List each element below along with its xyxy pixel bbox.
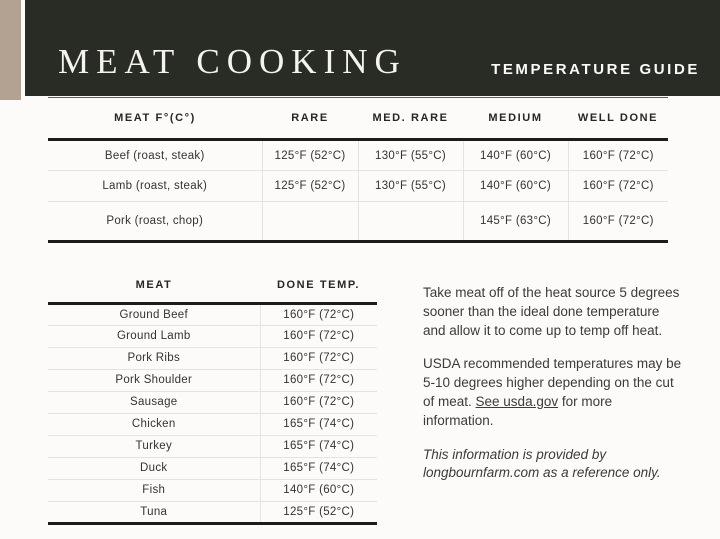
table-cell: 160°F (72°C) (260, 325, 377, 347)
table-row-beef (48, 140, 668, 171)
table-cell: 145°F (63°C) (463, 202, 568, 242)
table-cell: 125°F (52°C) (260, 501, 377, 523)
table-cell: 160°F (72°C) (260, 391, 377, 413)
usda-link[interactable]: See usda.gov (475, 394, 559, 409)
disclaimer-note: This information is provided by longbournfarm.com as a reference only. (423, 447, 661, 480)
column-header-meat: MEAT F°(C°) (48, 98, 262, 140)
table-row-duck (48, 457, 377, 479)
table-row-sausage (48, 391, 377, 413)
table-cell: Beef (roast, steak) (104, 149, 205, 162)
table-cell: 160°F (72°C) (568, 171, 668, 202)
table-cell: 140°F (60°C) (463, 140, 568, 171)
table-row-tuna (48, 501, 377, 523)
column-header-meat: MEAT (48, 277, 260, 303)
table-cell: 130°F (55°C) (358, 171, 463, 202)
table-row-chicken (48, 413, 377, 435)
doneness-header-row (48, 98, 668, 140)
doneness-table (48, 97, 668, 243)
table-cell: 160°F (72°C) (260, 369, 377, 391)
table-cell: 160°F (72°C) (568, 202, 668, 242)
table-cell (262, 202, 358, 242)
header-bar (25, 0, 720, 96)
table-row-pork (48, 202, 668, 242)
table-cell: Turkey (48, 435, 260, 457)
page-subtitle: TEMPERATURE GUIDE (491, 61, 700, 78)
column-header-medium: MEDIUM (463, 98, 568, 140)
table-cell: 130°F (55°C) (358, 140, 463, 171)
table-row-fish (48, 479, 377, 501)
note-usda (423, 354, 685, 430)
note-usda-text: USDA recommended temperatures may be 5-10 degrees higher depending on the cut of meat. (423, 356, 682, 409)
table-cell: Ground Beef (119, 308, 188, 321)
table-cell: Fish (48, 479, 260, 501)
table-row-turkey (48, 435, 377, 457)
table-cell: Pork Shoulder (48, 369, 260, 391)
table-cell: 160°F (72°C) (260, 303, 377, 325)
table-row-pork-shoulder (48, 369, 377, 391)
table-cell: 125°F (52°C) (262, 140, 358, 171)
column-header-rare: RARE (262, 98, 358, 140)
table-cell: 160°F (72°C) (568, 140, 668, 171)
table-cell: 125°F (52°C) (262, 171, 358, 202)
table-cell: Pork (roast, chop) (48, 202, 262, 242)
table-cell: 165°F (74°C) (260, 413, 377, 435)
table-cell: Pork Ribs (48, 347, 260, 369)
table-cell: 165°F (74°C) (260, 457, 377, 479)
column-header-done-temp: DONE TEMP. (260, 277, 377, 303)
done-temp-table (48, 277, 377, 525)
table-cell: Duck (48, 457, 260, 479)
note-usda-text-after: for more information. (423, 394, 613, 428)
table-row-lamb (48, 171, 668, 202)
note-heat-source: Take meat off of the heat source 5 degrees sooner than the ideal done temperature and allow it to come up to temp off heat. (423, 285, 680, 338)
table-cell: Ground Lamb (48, 325, 260, 347)
page-title: MEAT COOKING (58, 42, 407, 81)
table-row-ground-lamb (48, 325, 377, 347)
table-row-pork-ribs (48, 347, 377, 369)
table-cell: Chicken (48, 413, 260, 435)
column-header-well-done: WELL DONE (568, 98, 668, 140)
accent-strip (0, 0, 21, 100)
done-temp-header-row (48, 277, 377, 303)
table-cell: Lamb (roast, steak) (48, 171, 262, 202)
table-cell: 160°F (72°C) (260, 347, 377, 369)
table-cell: 140°F (60°C) (463, 171, 568, 202)
notes-block (423, 283, 685, 482)
table-cell: Tuna (48, 501, 260, 523)
table-cell (358, 202, 463, 242)
table-cell: 140°F (60°C) (260, 479, 377, 501)
column-header-med-rare: MED. RARE (358, 98, 463, 140)
table-row-ground-beef (48, 303, 377, 325)
table-cell: Sausage (48, 391, 260, 413)
table-cell: 165°F (74°C) (260, 435, 377, 457)
